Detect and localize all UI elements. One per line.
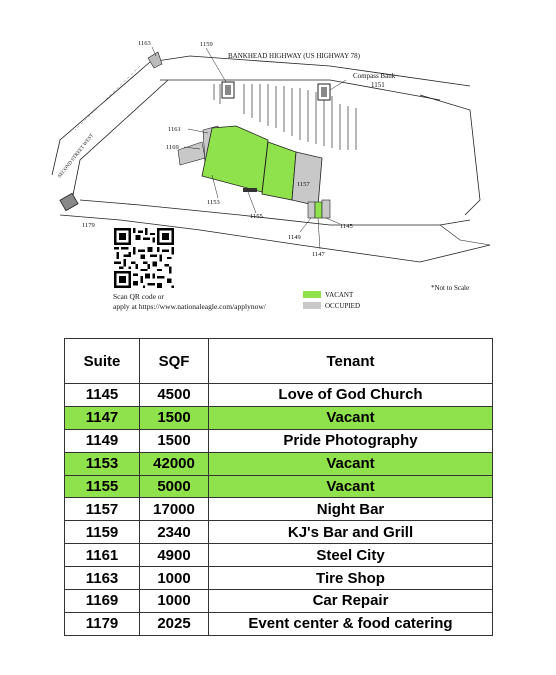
scan-instructions — [113, 292, 266, 312]
cell-tenant: Event center & food catering — [209, 612, 493, 635]
cell-tenant: Vacant — [209, 452, 493, 475]
street-edge — [52, 62, 150, 175]
vacant-swatch — [303, 291, 321, 298]
legend-occupied — [303, 300, 360, 311]
building-1151-inner — [321, 87, 327, 97]
tenant-table — [64, 338, 493, 636]
cell-tenant: Pride Photography — [209, 429, 493, 452]
cell-tenant: Steel City — [209, 544, 493, 567]
cell-tenant: Love of God Church — [209, 384, 493, 407]
table-row — [65, 384, 493, 407]
header-tenant: Tenant — [209, 339, 493, 384]
legend-occupied-label: OCCUPIED — [325, 301, 361, 310]
table-row — [65, 406, 493, 429]
building-1159-inner — [225, 85, 231, 95]
cell-tenant: Vacant — [209, 406, 493, 429]
site-plan — [0, 0, 556, 330]
cell-suite: 1155 — [65, 475, 140, 498]
cell-suite: 1163 — [65, 567, 140, 590]
qr-code-icon[interactable] — [114, 228, 174, 288]
cell-sqf: 1000 — [140, 567, 209, 590]
cell-tenant: Car Repair — [209, 590, 493, 613]
suite-label-1161: 1161 — [168, 126, 181, 133]
highway-edge — [150, 56, 470, 86]
cell-sqf: 1000 — [140, 590, 209, 613]
street-edge — [75, 66, 140, 130]
cell-suite: 1147 — [65, 406, 140, 429]
suite-label-1145: 1145 — [340, 223, 353, 230]
suite-1149-occupied — [308, 202, 315, 218]
triangle-island — [148, 52, 162, 68]
cell-sqf: 1500 — [140, 429, 209, 452]
suite-label-1163: 1163 — [138, 40, 151, 47]
legend-vacant-label: VACANT — [325, 290, 354, 299]
suite-1145-occupied — [322, 200, 330, 218]
cell-sqf: 2025 — [140, 612, 209, 635]
cell-tenant: Vacant — [209, 475, 493, 498]
cell-sqf: 17000 — [140, 498, 209, 521]
suite-1169-occupied — [178, 142, 205, 165]
cell-sqf: 4500 — [140, 384, 209, 407]
property-boundary — [80, 200, 470, 225]
table-row — [65, 521, 493, 544]
suite-label-1155: 1155 — [250, 213, 263, 220]
anchor-suite: 1151 — [371, 81, 385, 89]
street-label: SECOND STREET WEST — [57, 133, 95, 180]
cell-sqf: 42000 — [140, 452, 209, 475]
header-sqf: SQF — [140, 339, 209, 384]
anchor-name: Compass Bank — [353, 72, 396, 80]
cell-suite: 1145 — [65, 384, 140, 407]
table-row — [65, 612, 493, 635]
cell-tenant: Night Bar — [209, 498, 493, 521]
table-row — [65, 429, 493, 452]
table-row — [65, 475, 493, 498]
cell-suite: 1179 — [65, 612, 140, 635]
table-row — [65, 590, 493, 613]
legend-vacant — [303, 289, 360, 300]
suite-1155-vacant — [262, 142, 296, 200]
map-legend — [303, 289, 360, 311]
cell-tenant: Tire Shop — [209, 567, 493, 590]
building-dark — [243, 188, 257, 192]
highway-label: BANKHEAD HIGHWAY (US HIGHWAY 78) — [228, 52, 360, 60]
table-row — [65, 567, 493, 590]
building-1179 — [60, 193, 78, 210]
suite-label-1153: 1153 — [207, 199, 220, 206]
cell-suite: 1157 — [65, 498, 140, 521]
suite-label-1147: 1147 — [312, 251, 325, 258]
cell-sqf: 1500 — [140, 406, 209, 429]
table-row — [65, 544, 493, 567]
suite-label-1159: 1159 — [200, 41, 213, 48]
cell-suite: 1159 — [65, 521, 140, 544]
suite-label-1149: 1149 — [288, 234, 301, 241]
property-boundary — [440, 225, 490, 245]
cell-suite: 1153 — [65, 452, 140, 475]
suite-label-1157: 1157 — [297, 181, 310, 188]
cell-suite: 1161 — [65, 544, 140, 567]
cell-sqf: 2340 — [140, 521, 209, 544]
cell-sqf: 5000 — [140, 475, 209, 498]
table-header-row — [65, 339, 493, 384]
cell-tenant: KJ's Bar and Grill — [209, 521, 493, 544]
table-row — [65, 452, 493, 475]
suite-1157-occupied — [292, 152, 322, 206]
scan-line-2[interactable]: apply at https://www.nationaleagle.com/applynow/ — [113, 302, 266, 311]
table-body — [65, 384, 493, 636]
cell-suite: 1169 — [65, 590, 140, 613]
suite-1147-vacant — [315, 202, 322, 218]
cell-sqf: 4900 — [140, 544, 209, 567]
occupied-swatch — [303, 302, 321, 309]
scan-line-1: Scan QR code or — [113, 292, 165, 301]
not-to-scale-note: *Not to Scale — [431, 284, 470, 292]
suite-1153-vacant — [202, 126, 268, 192]
property-boundary — [420, 95, 480, 215]
cell-suite: 1149 — [65, 429, 140, 452]
suite-label-1169: 1169 — [166, 144, 179, 151]
header-suite: Suite — [65, 339, 140, 384]
suite-label-1179: 1179 — [82, 222, 95, 229]
table-row — [65, 498, 493, 521]
